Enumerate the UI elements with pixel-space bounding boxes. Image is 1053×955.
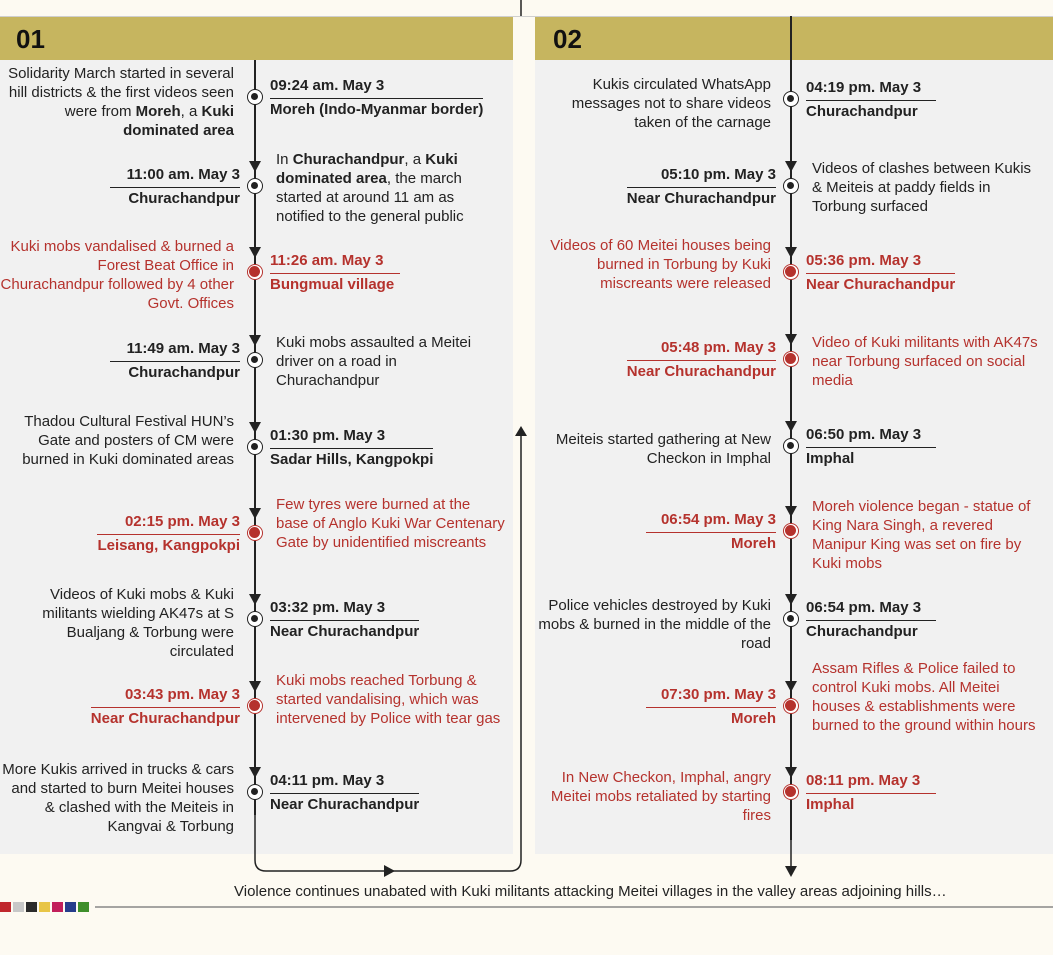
- event-place: Churachandpur: [128, 190, 240, 207]
- arrow-down-icon: [249, 247, 261, 258]
- color-swatch: [39, 902, 50, 912]
- event-time-block: [110, 338, 240, 384]
- event-place: Imphal: [806, 450, 855, 467]
- event-time: 11:49 am. May 3: [110, 338, 240, 362]
- event-node-icon: [247, 352, 263, 368]
- event-place: Churachandpur: [806, 623, 918, 640]
- event-description: Kuki mobs reached Torbung & started vandalising, which was intervened by Police with tear gas: [276, 672, 501, 727]
- section-header-2: [535, 16, 1053, 60]
- color-swatch: [78, 902, 89, 912]
- arrow-down-icon: [249, 508, 261, 519]
- event-description: Videos of clashes between Kukis & Meiteis at paddy fields in Torbung surfaced: [812, 160, 1032, 215]
- event-time-block: [270, 770, 419, 816]
- event-time: 08:11 pm. May 3: [806, 770, 936, 794]
- event-time: 02:15 pm. May 3: [97, 511, 240, 535]
- event-node-critical-icon: [247, 525, 263, 541]
- event-time: 07:30 pm. May 3: [646, 684, 776, 708]
- event-description: Few tyres were burned at the base of Anglo Kuki War Centenary Gate by unidentified miscreants: [276, 496, 505, 551]
- event-node-critical-icon: [783, 351, 799, 367]
- event-time: 09:24 am. May 3: [270, 75, 483, 99]
- arrow-down-icon: [785, 506, 797, 517]
- event-time-block: [806, 770, 936, 816]
- event-node-icon: [783, 91, 799, 107]
- event-time: 03:43 pm. May 3: [91, 684, 240, 708]
- event-node-critical-icon: [247, 264, 263, 280]
- event-time-block: [646, 509, 776, 555]
- event-node-icon: [247, 439, 263, 455]
- event-time-block: [806, 77, 936, 123]
- event-description: Video of Kuki militants with AK47s near Torbung surfaced on social media: [812, 334, 1038, 389]
- arrow-down-icon: [785, 161, 797, 172]
- event-description: Police vehicles destroyed by Kuki mobs & burned in the middle of the road: [538, 597, 771, 652]
- event-description: Kuki mobs assaulted a Meitei driver on a road in Churachandpur: [276, 334, 472, 389]
- event-node-icon: [247, 611, 263, 627]
- event-time: 04:11 pm. May 3: [270, 770, 419, 794]
- section-number: 01: [16, 24, 45, 54]
- event-description: Videos of 60 Meitei houses being burned in Torbung by Kuki miscreants were released: [550, 237, 771, 292]
- event-node-icon: [783, 438, 799, 454]
- flow-arrow-icon: [515, 426, 527, 436]
- event-node-critical-icon: [783, 784, 799, 800]
- event-node-icon: [247, 784, 263, 800]
- event-node-critical-icon: [783, 698, 799, 714]
- color-swatch: [0, 902, 11, 912]
- event-description: Assam Rifles & Police failed to control Kuki mobs. All Meitei houses & establishments were burned to the ground within hours: [812, 660, 1036, 734]
- event-time: 06:50 pm. May 3: [806, 424, 936, 448]
- event-time: 06:54 pm. May 3: [646, 509, 776, 533]
- event-description: Solidarity March started in several hill districts & the first videos seen were from Moreh, a Kuki dominated area: [8, 65, 234, 139]
- event-time-block: [270, 250, 400, 296]
- event-time-block: [91, 684, 240, 730]
- event-place: Imphal: [806, 796, 855, 813]
- event-place: Moreh (Indo-Myanmar border): [270, 101, 484, 118]
- event-node-icon: [247, 178, 263, 194]
- event-time: 01:30 pm. May 3: [270, 425, 433, 449]
- event-time-block: [270, 425, 433, 471]
- event-description: Kuki mobs vandalised & burned a Forest Beat Office in Churachandpur followed by 4 other Govt. Offices: [0, 238, 234, 312]
- arrow-down-icon: [785, 594, 797, 605]
- event-place: Near Churachandpur: [90, 710, 240, 727]
- event-time: 05:10 pm. May 3: [627, 164, 776, 188]
- event-description: More Kukis arrived in trucks & cars and started to burn Meitei houses & clashed with the Meiteis in Kangvai & Torbung: [2, 761, 234, 835]
- event-time: 03:32 pm. May 3: [270, 597, 419, 621]
- event-description: In New Checkon, Imphal, angry Meitei mobs retaliated by starting fires: [550, 769, 771, 824]
- arrow-down-icon: [785, 247, 797, 258]
- event-time-block: [806, 250, 955, 296]
- event-time-block: [110, 164, 240, 210]
- section-header-1: [0, 16, 513, 60]
- color-swatch: [65, 902, 76, 912]
- arrow-down-icon: [249, 767, 261, 778]
- event-description: Kukis circulated WhatsApp messages not to share videos taken of the carnage: [571, 76, 771, 131]
- event-place: Near Churachandpur: [626, 363, 776, 380]
- event-time: 05:48 pm. May 3: [627, 337, 776, 361]
- event-description: Meiteis started gathering at New Checkon in Imphal: [555, 431, 771, 467]
- event-time: 05:36 pm. May 3: [806, 250, 955, 274]
- event-time-block: [806, 424, 936, 470]
- arrow-down-icon: [785, 767, 797, 778]
- event-time-block: [627, 164, 776, 210]
- flow-arrow-icon: [384, 865, 395, 877]
- color-swatch: [13, 902, 24, 912]
- event-place: Churachandpur: [128, 364, 240, 381]
- event-time: 11:00 am. May 3: [110, 164, 240, 188]
- event-time: 04:19 pm. May 3: [806, 77, 936, 101]
- flow-arrow-icon: [785, 866, 797, 877]
- event-time-block: [806, 597, 936, 643]
- event-place: Near Churachandpur: [806, 276, 956, 293]
- event-time-block: [646, 684, 776, 730]
- event-time-block: [627, 337, 776, 383]
- section-number: 02: [553, 24, 582, 54]
- event-place: Churachandpur: [806, 103, 918, 120]
- event-description: Videos of Kuki mobs & Kuki militants wielding AK47s at S Bualjang & Torbung were circulated: [42, 586, 234, 660]
- event-place: Near Churachandpur: [270, 796, 420, 813]
- event-node-critical-icon: [247, 698, 263, 714]
- arrow-down-icon: [249, 422, 261, 433]
- arrow-down-icon: [249, 681, 261, 692]
- event-node-critical-icon: [783, 523, 799, 539]
- footer-note: Violence continues unabated with Kuki militants attacking Meitei villages in the valley areas adjoining hills…: [234, 883, 947, 900]
- arrow-down-icon: [249, 161, 261, 172]
- event-description: Thadou Cultural Festival HUN’s Gate and posters of CM were burned in Kuki dominated areas: [22, 413, 234, 468]
- event-time-block: [270, 75, 483, 121]
- arrow-down-icon: [249, 594, 261, 605]
- event-node-critical-icon: [783, 264, 799, 280]
- event-node-icon: [783, 178, 799, 194]
- event-time: 06:54 pm. May 3: [806, 597, 936, 621]
- event-place: Bungmual village: [270, 276, 395, 293]
- event-place: Near Churachandpur: [270, 623, 420, 640]
- event-time: 11:26 am. May 3: [270, 250, 400, 274]
- event-place: Near Churachandpur: [626, 190, 776, 207]
- event-place: Moreh: [731, 710, 776, 727]
- event-time-block: [270, 597, 419, 643]
- arrow-down-icon: [785, 421, 797, 432]
- event-place: Leisang, Kangpokpi: [97, 537, 240, 554]
- event-time-block: [97, 511, 240, 557]
- event-description: In Churachandpur, a Kuki dominated area, the march started at around 11 am as notified to the general public: [276, 151, 464, 225]
- arrow-down-icon: [249, 335, 261, 346]
- event-place: Sadar Hills, Kangpokpi: [270, 451, 434, 468]
- event-node-icon: [783, 611, 799, 627]
- arrow-down-icon: [785, 334, 797, 345]
- color-swatch: [26, 902, 37, 912]
- color-swatch: [52, 902, 63, 912]
- event-node-icon: [247, 89, 263, 105]
- event-place: Moreh: [731, 535, 776, 552]
- arrow-down-icon: [785, 681, 797, 692]
- event-description: Moreh violence began - statue of King Nara Singh, a revered Manipur King was set on fire by Kuki mobs: [812, 498, 1031, 572]
